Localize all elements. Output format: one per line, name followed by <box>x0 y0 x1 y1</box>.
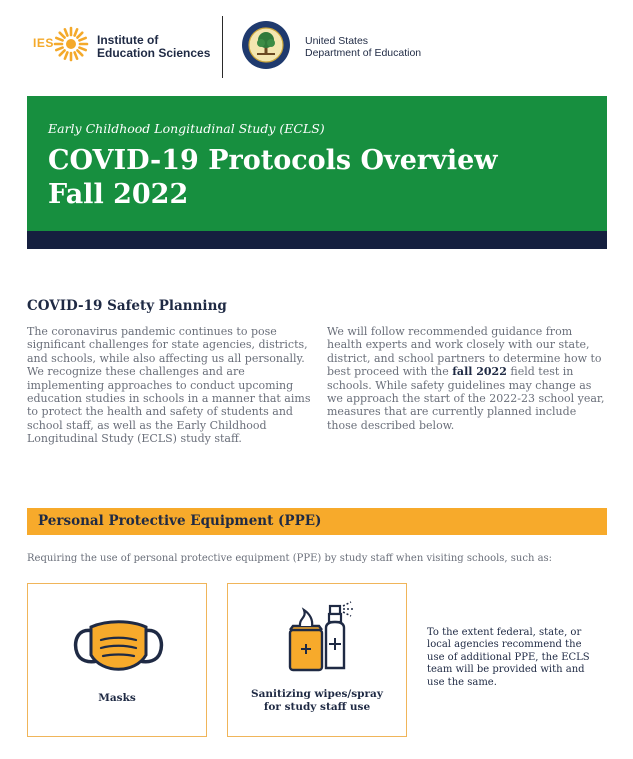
ed-name <box>305 35 421 59</box>
page-title-line2: Fall 2022 <box>48 179 189 210</box>
ies-abbrev: IES <box>33 36 54 50</box>
safety-paragraph-1: The coronavirus pandemic continues to pose significant challenges for state agencies, districts, and schools, while also affecting us all personally. We recognize these challenges and are implementing approaches to conduct upcoming education studies in schools in a manner that aims to protect the health and safety of students and school staff, as well as the Early Childhood Longitudinal Study (ECLS) study staff. <box>27 325 311 446</box>
ed-name-line1: United States <box>305 35 369 47</box>
department-seal-icon <box>241 20 291 70</box>
masks-label: Masks <box>98 692 136 704</box>
wipes-label-line2: for study staff use <box>263 701 371 713</box>
masks-card <box>27 583 207 737</box>
para2-text-a: We will follow recommended guidance from health experts and work closely with our state, district, and school partners to determine how to best proceed with the <box>327 325 602 379</box>
page-title-line1: COVID-19 Protocols Overview <box>48 145 498 176</box>
mask-icon <box>71 619 166 677</box>
header-divider <box>222 16 223 78</box>
wipes-label <box>228 688 406 714</box>
ppe-side-note: To the extent federal, state, or local agencies recommend the use of additional PPE, the ECLS team will be provided with and use the same. <box>427 627 590 688</box>
ed-name-line2: Department of Education <box>305 47 422 59</box>
safety-paragraph-2 <box>327 325 607 432</box>
safety-heading: COVID-19 Safety Planning <box>27 298 227 314</box>
wipes-spray-icon <box>285 600 355 678</box>
ies-name <box>97 34 210 60</box>
wipes-label-line1: Sanitizing wipes/spray <box>251 688 383 700</box>
para2-text-b: field test in schools. While safety guidelines may change as we approach the start of the 2022-23 school year, measures that are currently planned include those described below. <box>327 365 605 432</box>
ppe-heading: Personal Protective Equipment (PPE) <box>38 513 322 529</box>
page-title <box>48 144 498 212</box>
para2-bold: fall 2022 <box>452 365 507 379</box>
wipes-card <box>227 583 407 737</box>
ies-sun-icon <box>53 26 89 62</box>
navy-accent-bar <box>27 231 607 249</box>
ies-name-line2: Education Sciences <box>97 46 211 60</box>
ies-name-line1: Institute of <box>97 33 159 47</box>
ppe-intro: Requiring the use of personal protective equipment (PPE) by study staff when visiting schools, such as: <box>27 553 553 564</box>
banner-subtitle: Early Childhood Longitudinal Study (ECLS) <box>48 121 325 136</box>
